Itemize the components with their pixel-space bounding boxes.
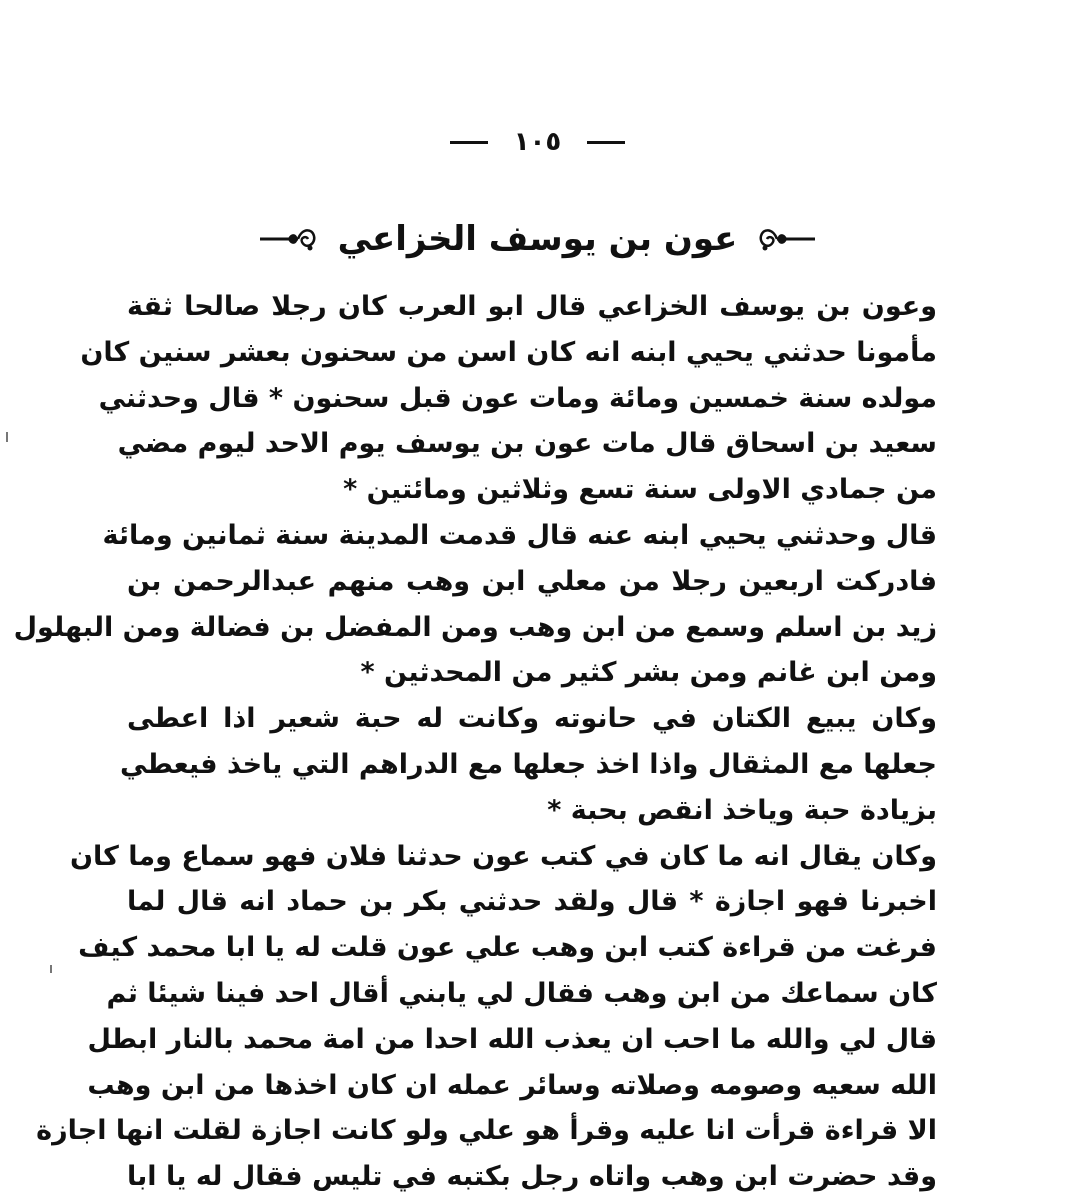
text-line: الله سعيه وصومه وصلاته وسائر عمله ان كان اخذها من ابن وهب <box>87 1069 937 1101</box>
text-line: قال وحدثني يحيي ابنه عنه قال قدمت المدينة سنة ثمانين ومائة <box>102 519 937 551</box>
text-line: وكان يقال انه ما كان في كتب عون حدثنا فلان فهو سماع وما كان <box>70 840 937 872</box>
margin-mark <box>6 432 8 442</box>
text-line: قال لي والله ما احب ان يعذب الله احدا من امة محمد بالنار ابطل <box>87 1023 937 1055</box>
page-number: ١٠٥ <box>513 127 562 157</box>
text-line: سعيد بن اسحاق قال مات عون بن يوسف يوم الاحد ليوم مضي <box>117 428 937 460</box>
text-line: وكان يبيع الكتان في حانوته وكانت له حبة شعير اذا اعطى <box>127 703 937 735</box>
text-line: كان سماعك من ابن وهب فقال لي يابني أقال احد فينا شيئا ثم <box>106 977 937 1009</box>
dash-right <box>587 141 625 144</box>
text-line: فرغت من قراءة كتب ابن وهب علي عون قلت له يا ابا محمد كيف <box>78 932 937 964</box>
margin-mark <box>50 965 52 973</box>
body-text <box>13 284 937 1200</box>
ornament-left-icon <box>258 224 320 254</box>
page-number-row <box>0 122 1075 162</box>
ornament-right-icon <box>755 224 817 254</box>
text-line: مأمونا حدثني يحيي ابنه انه كان اسن من سحنون بعشر سنين كان <box>80 336 937 368</box>
chapter-heading: عون بن يوسف الخزاعي <box>337 219 738 259</box>
dash-left <box>450 141 488 144</box>
text-line: مولده سنة خمسين ومائة ومات عون قبل سحنون * قال وحدثني <box>98 382 937 414</box>
text-line: زيد بن اسلم وسمع من ابن وهب ومن المفضل بن فضالة ومن البهلول <box>13 611 937 643</box>
text-line: ومن ابن غانم ومن بشر كثير من المحدثين * <box>360 657 937 689</box>
text-line: فادركت اربعين رجلا من معلي ابن وهب منهم عبدالرحمن بن <box>127 565 937 597</box>
chapter-heading-row <box>0 214 1075 264</box>
text-line: وعون بن يوسف الخزاعي قال ابو العرب كان رجلا صالحا ثقة <box>127 291 937 322</box>
text-line: اخبرنا فهو اجازة * قال ولقد حدثني بكر بن حماد انه قال لما <box>127 886 937 918</box>
text-line: وقد حضرت ابن وهب واتاه رجل بكتبه في تليس فقال له يا ابا <box>127 1161 937 1193</box>
text-line: من جمادي الاولى سنة تسع وثلاثين ومائتين * <box>343 474 937 506</box>
text-line: بزيادة حبة وياخذ انقص بحبة * <box>547 794 937 826</box>
text-line: الا قراءة قرأت انا عليه وقرأ هو علي ولو كانت اجازة لقلت انها اجازة <box>36 1115 937 1147</box>
text-line: جعلها مع المثقال واذا اخذ جعلها مع الدراهم التي ياخذ فيعطي <box>120 748 937 780</box>
